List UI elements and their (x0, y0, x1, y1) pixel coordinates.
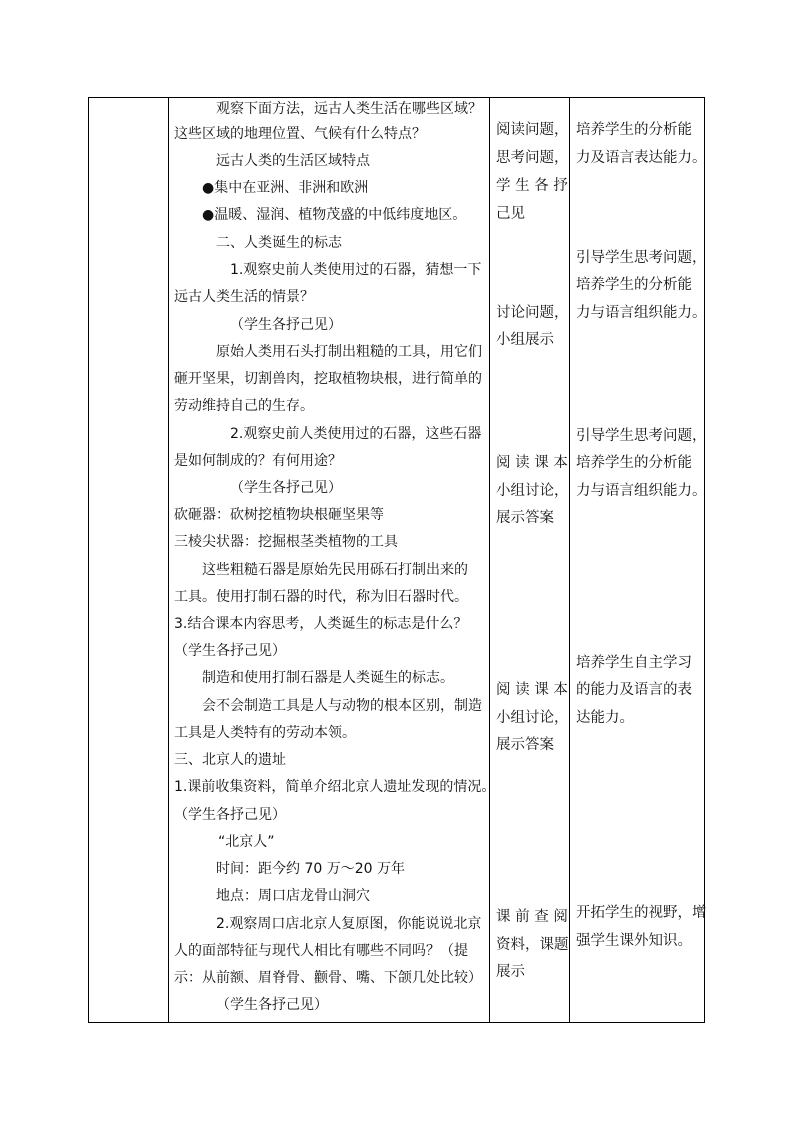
student-line: 展示 (496, 964, 525, 980)
content-line: 会不会制造工具是人与动物的根本区别，制造 (202, 698, 482, 714)
lesson-table (88, 97, 705, 1023)
content-line: 工具。使用打制石器的时代，称为旧石器时代。 (174, 589, 468, 605)
stage-cell (89, 98, 168, 1022)
content-line: ●集中在亚洲、非洲和欧洲 (202, 180, 369, 196)
intent-line: 达能力。 (576, 710, 634, 726)
content-line: 原始人类用石头打制出粗糙的工具，用它们 (216, 344, 482, 360)
content-line: 远古人类的生活区域特点 (216, 153, 370, 169)
content-line: 是如何制成的？有何用途？ (174, 453, 342, 469)
content-line: 1.课前收集资料，简单介绍北京人遗址发现的情况。 (174, 779, 496, 795)
content-line: （学生各抒己见） (230, 480, 342, 496)
intent-line: 培养学生的分析能 (576, 122, 692, 138)
student-line: 课 前 查 阅 (496, 909, 568, 925)
content-line: （学生各抒己见） (230, 317, 342, 333)
content-line: 砸开坚果，切割兽肉，挖取植物块根，进行简单的 (174, 371, 482, 387)
content-line: 地点：周口店龙骨山洞穴 (216, 888, 370, 904)
content-line: （学生各抒己见） (174, 807, 286, 823)
content-line: “北京人” (218, 834, 275, 850)
content-line: 劳动维持自己的生存。 (174, 398, 314, 414)
student-line: 展示答案 (496, 737, 554, 753)
student-line: 学 生 各 抒 (496, 178, 568, 194)
intent-line: 力与语言组织能力。 (576, 483, 707, 499)
content-line: 2.观察史前人类使用过的石器，这些石器 (230, 426, 482, 442)
student-line: 阅读问题， (496, 122, 569, 138)
content-line: 远古人类生活的情景？ (174, 289, 314, 305)
intent-line: 引导学生思考问题， (576, 428, 707, 444)
content-line: 2.观察周口店北京人复原图，你能说说北京 (216, 916, 482, 932)
content-line: 1.观察史前人类使用过的石器，猜想一下 (230, 262, 482, 278)
content-line: 工具是人类特有的劳动本领。 (174, 725, 356, 741)
student-line: 展示答案 (496, 510, 554, 526)
intent-line: 力及语言表达能力。 (576, 150, 707, 166)
student-line: 讨论问题， (496, 305, 569, 321)
intent-line: 培养学生自主学习 (576, 655, 692, 671)
content-line: ●温暖、湿润、植物茂盛的中低纬度地区。 (202, 207, 467, 223)
student-line: 阅 读 课 本 (496, 455, 568, 471)
teaching-content-cell (169, 98, 496, 1022)
content-line: 时间：距今约 70 万～20 万年 (216, 861, 405, 877)
content-line: 3.结合课本内容思考，人类诞生的标志是什么？ (174, 616, 468, 632)
intent-line: 开拓学生的视野，增 (576, 905, 707, 921)
student-line: 资料，课题 (496, 937, 569, 953)
design-intent-cell (570, 98, 707, 1022)
student-line: 小组讨论， (496, 710, 569, 726)
content-line: （学生各抒己见） (174, 643, 286, 659)
section-heading: 二、人类诞生的标志 (216, 235, 342, 251)
content-line: 观察下面方法，远古人类生活在哪些区域？ (216, 101, 482, 117)
intent-line: 力与语言组织能力。 (576, 305, 707, 321)
content-line: 三棱尖状器：挖掘根茎类植物的工具 (174, 534, 398, 550)
content-line: 砍砸器：砍树挖植物块根砸坚果等 (174, 507, 384, 523)
content-line: 这些区域的地理位置、气候有什么特点？ (174, 126, 426, 142)
content-line: 人的面部特征与现代人相比有哪些不同吗？（提 (174, 943, 468, 959)
content-line: 这些粗糙石器是原始先民用砾石打制出来的 (202, 562, 468, 578)
content-line: 示：从前额、眉脊骨、颧骨、嘴、下颌几处比较） (174, 970, 482, 986)
student-line: 己见 (496, 206, 525, 222)
intent-line: 培养学生的分析能 (576, 455, 692, 471)
student-line: 思考问题， (496, 150, 569, 166)
intent-line: 培养学生的分析能 (576, 277, 692, 293)
intent-line: 的能力及语言的表 (576, 682, 692, 698)
student-line: 阅 读 课 本 (496, 682, 568, 698)
content-line: （学生各抒己见） (216, 997, 328, 1013)
student-line: 小组讨论， (496, 483, 569, 499)
section-heading: 三、北京人的遗址 (174, 752, 286, 768)
student-line: 小组展示 (496, 332, 554, 348)
student-activity-cell (490, 98, 569, 1022)
intent-line: 引导学生思考问题， (576, 250, 707, 266)
intent-line: 强学生课外知识。 (576, 933, 692, 949)
content-line: 制造和使用打制石器是人类诞生的标志。 (202, 670, 454, 686)
